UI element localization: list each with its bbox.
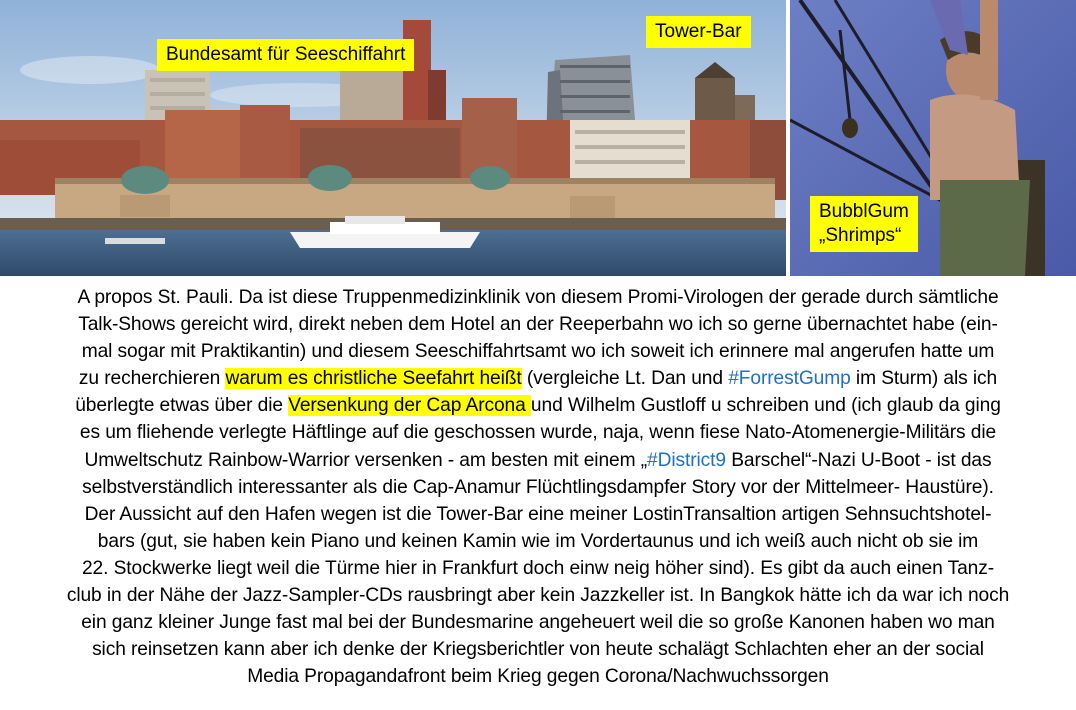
bundesamt-label: Bundesamt für Seeschiffahrt: [157, 39, 414, 71]
hashtag-forrestgump[interactable]: #ForrestGump: [728, 368, 851, 390]
article-line-13: ein ganz kleiner Junge fast mal bei der Bundesmarine angeheuert weil die so große Kanonen haben wo man: [81, 612, 995, 634]
article-line-3: mal sogar mit Praktikantin) und diesem Seeschiffahrtsamt wo ich soweit ich erinnere mal angerufen hatte um: [81, 341, 995, 363]
article-line-2: Talk-Shows gereicht wird, direkt neben dem Hotel an der Reeperbahn wo ich so gerne übernachtet habe (ein-: [78, 314, 998, 336]
shrimp-photo: [790, 0, 1076, 276]
article-line-5: überlegte etwas über die Versenkung der Cap Arcona und Wilhelm Gustloff u schreiben und (ich glaub da ging: [75, 395, 1001, 417]
hashtag-district9[interactable]: #District9: [647, 449, 726, 471]
article-line-8: selbstverständlich interessanter als die Cap-Anamur Flüchtlingsdampfer Story vor der Mittelmeer- Haustüre).: [82, 476, 994, 498]
article-line-14: sich reinsetzen kann aber ich denke der Kriegsberichtler von heute schalägt Schlachten eher an der social: [92, 639, 984, 661]
shrimp-label: BubblGum „Shrimps“: [810, 196, 918, 252]
article-line-10: bars (gut, sie haben kein Piano und keinen Kamin wie im Vordertaunus und ich weiß auch nicht ob sie im: [97, 530, 979, 552]
highlight-seefahrt: warum es christliche Seefahrt heißt: [225, 368, 522, 390]
article-line-15: Media Propagandafront beim Krieg gegen Corona/Nachwuchssorgen: [247, 666, 829, 688]
article-line-4: zu recherchieren warum es christliche Seefahrt heißt (vergleiche Lt. Dan und #ForrestGump im Sturm) als ich: [78, 368, 998, 390]
article-line-7: Umweltschutz Rainbow-Warrior versenken - am besten mit einem „#District9 Barschel“-Nazi U-Boot - ist das: [84, 449, 992, 471]
article-line-12: club in der Nähe der Jazz-Sampler-CDs rausbringt aber kein Jazzkeller ist. In Bangkok hätte ich da war ich noch: [66, 585, 1010, 607]
harbor-photo: [0, 0, 786, 276]
article-line-6: es um fliehende verlegte Häftlinge auf die geschossen wurde, naja, wenn fiese Nato-Atomenergie-Militärs die: [79, 422, 997, 444]
article-text: [0, 284, 1076, 710]
tower-bar-label: Tower-Bar: [646, 16, 751, 48]
article-line-1: A propos St. Pauli. Da ist diese Truppenmedizinklinik von diesem Promi-Virologen der gerade durch sämtliche: [77, 287, 999, 308]
article-line-9: Der Aussicht auf den Hafen wegen ist die Tower-Bar eine meiner LostinTransaltion artigen Sehnsuchtshotel-: [84, 503, 992, 525]
article-line-11: 22. Stockwerke liegt weil die Türme hier in Frankfurt doch einw neig höher sind). Es gibt da auch einen Tanz-: [81, 557, 994, 579]
highlight-cap-arcona: Versenkung der Cap Arcona: [288, 395, 531, 417]
